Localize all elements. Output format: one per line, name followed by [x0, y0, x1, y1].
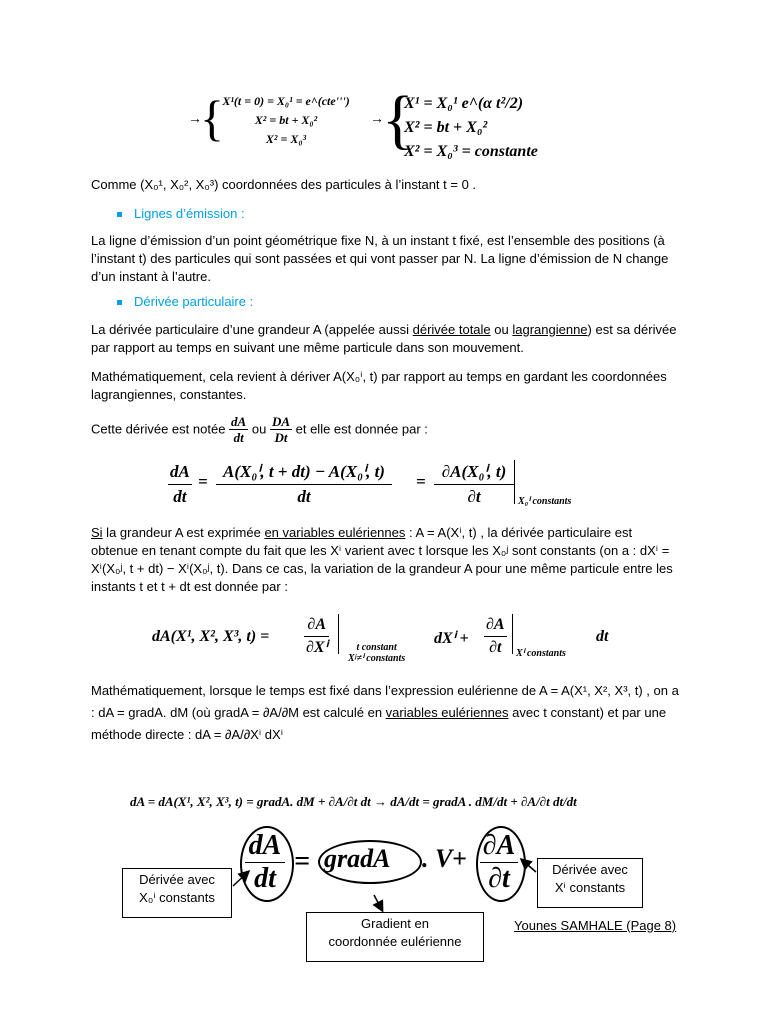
section-lignes-emission: Lignes d’émission : — [117, 206, 245, 221]
system-left-line2: X² = bt + X₀² — [254, 113, 318, 127]
euler-paragraph: Si la grandeur A est exprimée en variables eulériennes : A = A(Xⁱ, t) , la dérivée particulaire est obtenue en tenant compte du fait que les Xⁱ varient avec t lorsque les X₀ʲ sont constants (on a : dXⁱ = Xⁱ(X₀ʲ, t + dt) − Xⁱ(X₀ʲ, t). Dans ce cas, la variation de la grandeur A pour une même particule entre les instants t et t + dt est donnée par : — [91, 525, 673, 594]
underlined-derivee-totale: dérivée totale — [412, 322, 491, 337]
system-right-line2: X² = bt + X₀² — [404, 119, 488, 136]
notation-fraction-DA-Dt: $\frac{DA}{Dt}$ — [271, 414, 290, 445]
system-right-line1: X¹ = X₀¹ e^(α t²/2) — [404, 95, 524, 112]
box-derivee-X0: Dérivée avec X₀ⁱ constants — [122, 868, 232, 918]
arrow-bottom-box — [374, 895, 382, 910]
system-left-line3: X² = X₀³ — [265, 132, 307, 146]
box-gradient: Gradient en coordonnée eulérienne — [306, 912, 484, 962]
left-brace: { — [200, 90, 224, 146]
lignes-emission-paragraph: La ligne d’émission d’un point géométrique fixe N, à un instant t fixé, est l’ensemble des positions (à l’instant t) des particules qui sont passées et qui vont passer par N. La ligne d’émission de N change d’un instant à l’autre. — [91, 233, 669, 284]
system-right-line3: X² = X₀³ = constante — [404, 143, 538, 160]
page-footer: Younes SAMHALE (Page 8) — [514, 918, 677, 933]
comme-text: Comme (X₀¹, X₀², X₀³) coordonnées des particules à l’instant t = 0 . — [91, 177, 477, 192]
system-left-line1: X¹(t = 0) = X₀¹ = e^(cte''') — [222, 94, 350, 108]
math-paragraph-2: Mathématiquement, lorsque le temps est fixé dans l’expression eulérienne de A = A(X¹, X², X³, t) , on a : dA = gradA. dM (où gradA = ∂A/∂M est calculé en variables eulériennes avec t constant) et par une méthode directe : dA = ∂A/∂Xⁱ dXⁱ — [91, 683, 679, 742]
arrow-icon: → — [188, 110, 202, 126]
underlined-si: Si — [91, 525, 103, 540]
notee-paragraph: Cette dérivée est notée $\frac{dA}{dt}$ ou $\frac{DA}{Dt}$ et elle est donnée par : — [91, 414, 428, 445]
notation-fraction-dA-dt: $\frac{dA}{dt}$ — [231, 414, 247, 445]
arrow-left-box — [233, 872, 248, 886]
equation-2: dA(X¹, X², X³, t) = $\frac{\partial A}{\text{∂Xⁱ}}$ t constant Xʲ≠ⁱ constants dXⁱ + $\frac{\partial A}{\partial t}$ Xⁱ constants dt — [152, 616, 609, 664]
underlined-lagrangienne: lagrangienne — [512, 322, 588, 337]
equation-4: $\frac{dA}{dt}$ = gradA . V + $\frac{\partial A}{\partial t}$ — [240, 824, 540, 904]
box-derivee-Xi: Dérivée avec Xⁱ constants — [537, 858, 643, 908]
math-paragraph-1: Mathématiquement, cela revient à dériver A(X₀ⁱ, t) par rapport au temps en gardant les coordonnées lagrangiennes, constantes. — [91, 369, 667, 402]
derivee-paragraph: La dérivée particulaire d’une grandeur A (appelée aussi dérivée totale ou lagrangienne) est sa dérivée par rapport au temps en suivant une même particule dans son mouvement. — [91, 322, 677, 355]
equation-1: $\frac{dA}{dt}$ = $\frac{\text{A(X₀ⁱ, t + dt) − A(X₀ⁱ, t)}}{dt}$ = $\frac{\text{∂A(X₀ⁱ, t)}}{\partial t}$ X₀ⁱ constants — [170, 462, 572, 507]
right-brace: { — [382, 83, 414, 156]
underlined-variables-euleriennes: en variables eulériennes — [264, 525, 406, 540]
arrow-icon: → — [370, 110, 384, 126]
arrow-right-box — [522, 860, 536, 872]
section-derivee-particulaire: Dérivée particulaire : — [117, 294, 253, 309]
underlined-variables-euleriennes-2: variables eulériennes — [385, 705, 509, 720]
equation-3: dA = dA(X¹, X², X³, t) = gradA. dM + ∂A/∂t dt → dA/dt = gradA . dM/dt + ∂A/∂t dt/dt — [130, 794, 577, 809]
